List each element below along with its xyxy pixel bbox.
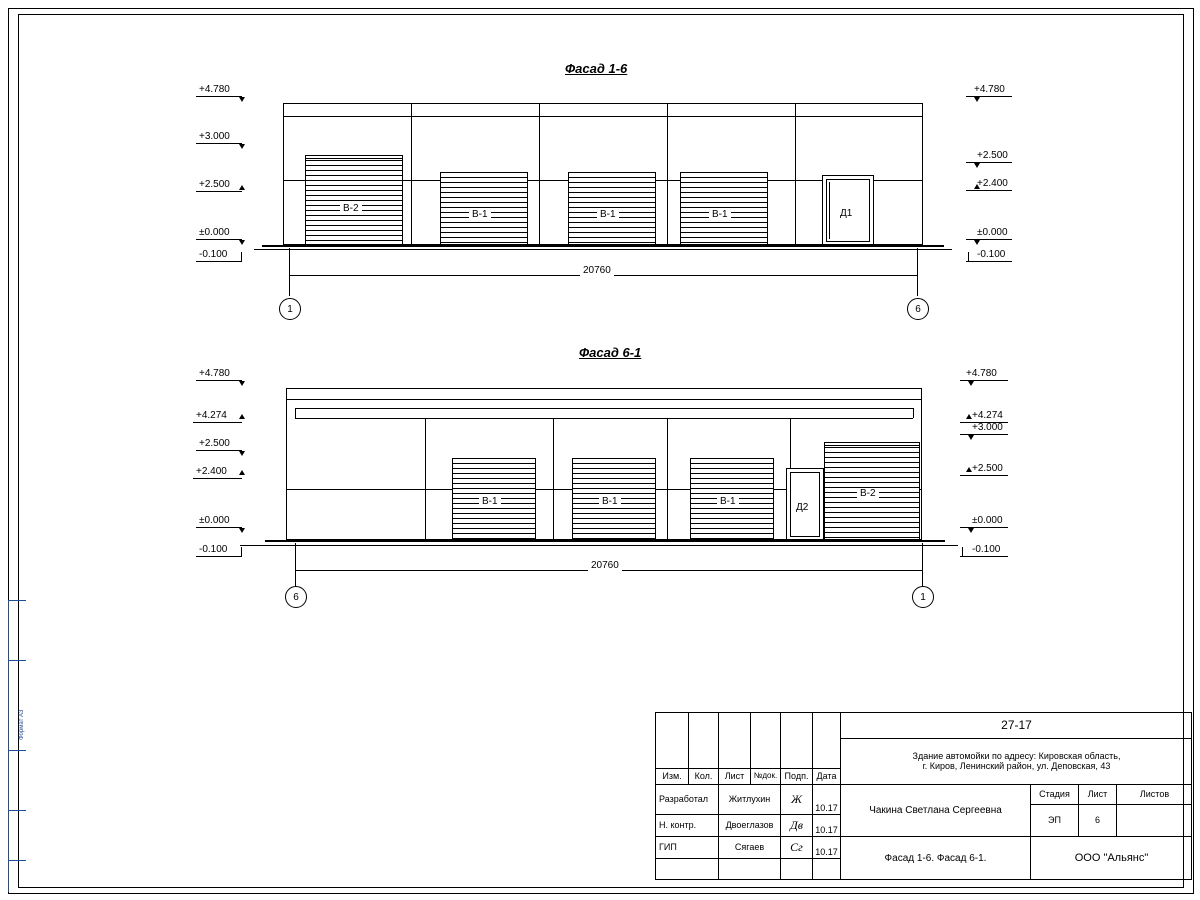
stamp-name: Сягаев: [719, 837, 781, 859]
opening-label: В-1: [469, 209, 491, 220]
level-mark: ±0.000: [199, 515, 230, 526]
stamp-head-izm: Изм.: [656, 769, 689, 785]
stage-header: Стадия: [1031, 785, 1079, 805]
stamp-head-list: Лист: [719, 769, 751, 785]
margin-note: Формат А3: [19, 709, 25, 740]
level-mark: +4.780: [966, 368, 997, 379]
gate-v1-4: [452, 458, 536, 540]
sheet-title: Фасад 1-6. Фасад 6-1.: [841, 837, 1031, 880]
opening-label: В-1: [599, 496, 621, 507]
opening-label: Д1: [837, 208, 855, 219]
level-mark: +2.500: [972, 463, 1003, 474]
level-mark: -0.100: [977, 249, 1006, 260]
door-d2: [786, 468, 824, 540]
customer-name: Чакина Светлана Сергеевна: [841, 785, 1031, 837]
opening-label: В-1: [717, 496, 739, 507]
level-mark: +2.500: [977, 150, 1008, 161]
facade-1-6-title: Фасад 1-6: [565, 61, 628, 76]
stamp-name: Двоеглазов: [719, 815, 781, 837]
level-mark: ±0.000: [199, 227, 230, 238]
facade-6-1-title: Фасад 6-1: [579, 345, 642, 360]
stamp-head-ndok: №док.: [751, 769, 781, 785]
gate-v2-right: [824, 442, 920, 540]
level-mark: -0.100: [199, 544, 228, 555]
company-name: ООО "Альянс": [1074, 852, 1149, 865]
level-mark: -0.100: [199, 249, 228, 260]
stamp-role: Разработал: [656, 785, 719, 815]
opening-label: В-2: [857, 488, 879, 499]
object-line-1: Здание автомойки по адресу: Кировская область,: [912, 750, 1121, 761]
level-mark: +4.274: [196, 410, 227, 421]
stamp-head-podp: Подп.: [781, 769, 813, 785]
sheets-header: Листов: [1117, 785, 1192, 805]
stamp-date: 10.17: [813, 785, 841, 815]
opening-label: В-1: [479, 496, 501, 507]
axis-mark: 6: [907, 298, 929, 320]
opening-label: Д2: [793, 502, 811, 513]
level-mark: +4.780: [199, 368, 230, 379]
axis-mark: 1: [912, 586, 934, 608]
stamp-signature: Дв: [781, 815, 813, 837]
level-mark: +3.000: [972, 422, 1003, 433]
level-mark: ±0.000: [977, 227, 1008, 238]
stamp-date: 10.17: [813, 837, 841, 859]
stamp-role: Н. контр.: [656, 815, 719, 837]
level-mark: ±0.000: [972, 515, 1003, 526]
object-line-2: г. Киров, Ленинский район, ул. Деповская, 43: [922, 760, 1111, 771]
stamp-signature: Ж: [781, 785, 813, 815]
dimension-label: 20760: [580, 265, 614, 276]
axis-mark: 1: [279, 298, 301, 320]
stamp-name: Житлухин: [719, 785, 781, 815]
opening-label: В-2: [340, 203, 362, 214]
level-mark: +4.780: [199, 84, 230, 95]
left-margin-strip: [8, 600, 26, 892]
level-mark: +4.780: [974, 84, 1005, 95]
opening-label: В-1: [709, 209, 731, 220]
level-mark: +2.500: [199, 179, 230, 190]
sheet-value: 6: [1079, 805, 1117, 837]
stamp-head-data: Дата: [813, 769, 841, 785]
stage-value: ЭП: [1031, 805, 1079, 837]
sheet-header: Лист: [1079, 785, 1117, 805]
stamp-date: 10.17: [813, 815, 841, 837]
level-mark: +4.274: [972, 410, 1003, 421]
level-mark: +2.400: [977, 178, 1008, 189]
dimension-label: 20760: [588, 560, 622, 571]
level-mark: +2.500: [199, 438, 230, 449]
sheets-value: [1117, 805, 1192, 837]
gate-v1-5: [572, 458, 656, 540]
stamp-signature: Сг: [781, 837, 813, 859]
stamp-head-kol: Кол.: [689, 769, 719, 785]
level-mark: +2.400: [196, 466, 227, 477]
level-mark: -0.100: [972, 544, 1001, 555]
project-code: 27-17: [841, 713, 1192, 739]
title-block: [655, 712, 1192, 880]
stamp-role: ГИП: [656, 837, 719, 859]
gate-v1-6: [690, 458, 774, 540]
axis-mark: 6: [285, 586, 307, 608]
level-mark: +3.000: [199, 131, 230, 142]
object-description: [841, 739, 1192, 785]
opening-label: В-1: [597, 209, 619, 220]
